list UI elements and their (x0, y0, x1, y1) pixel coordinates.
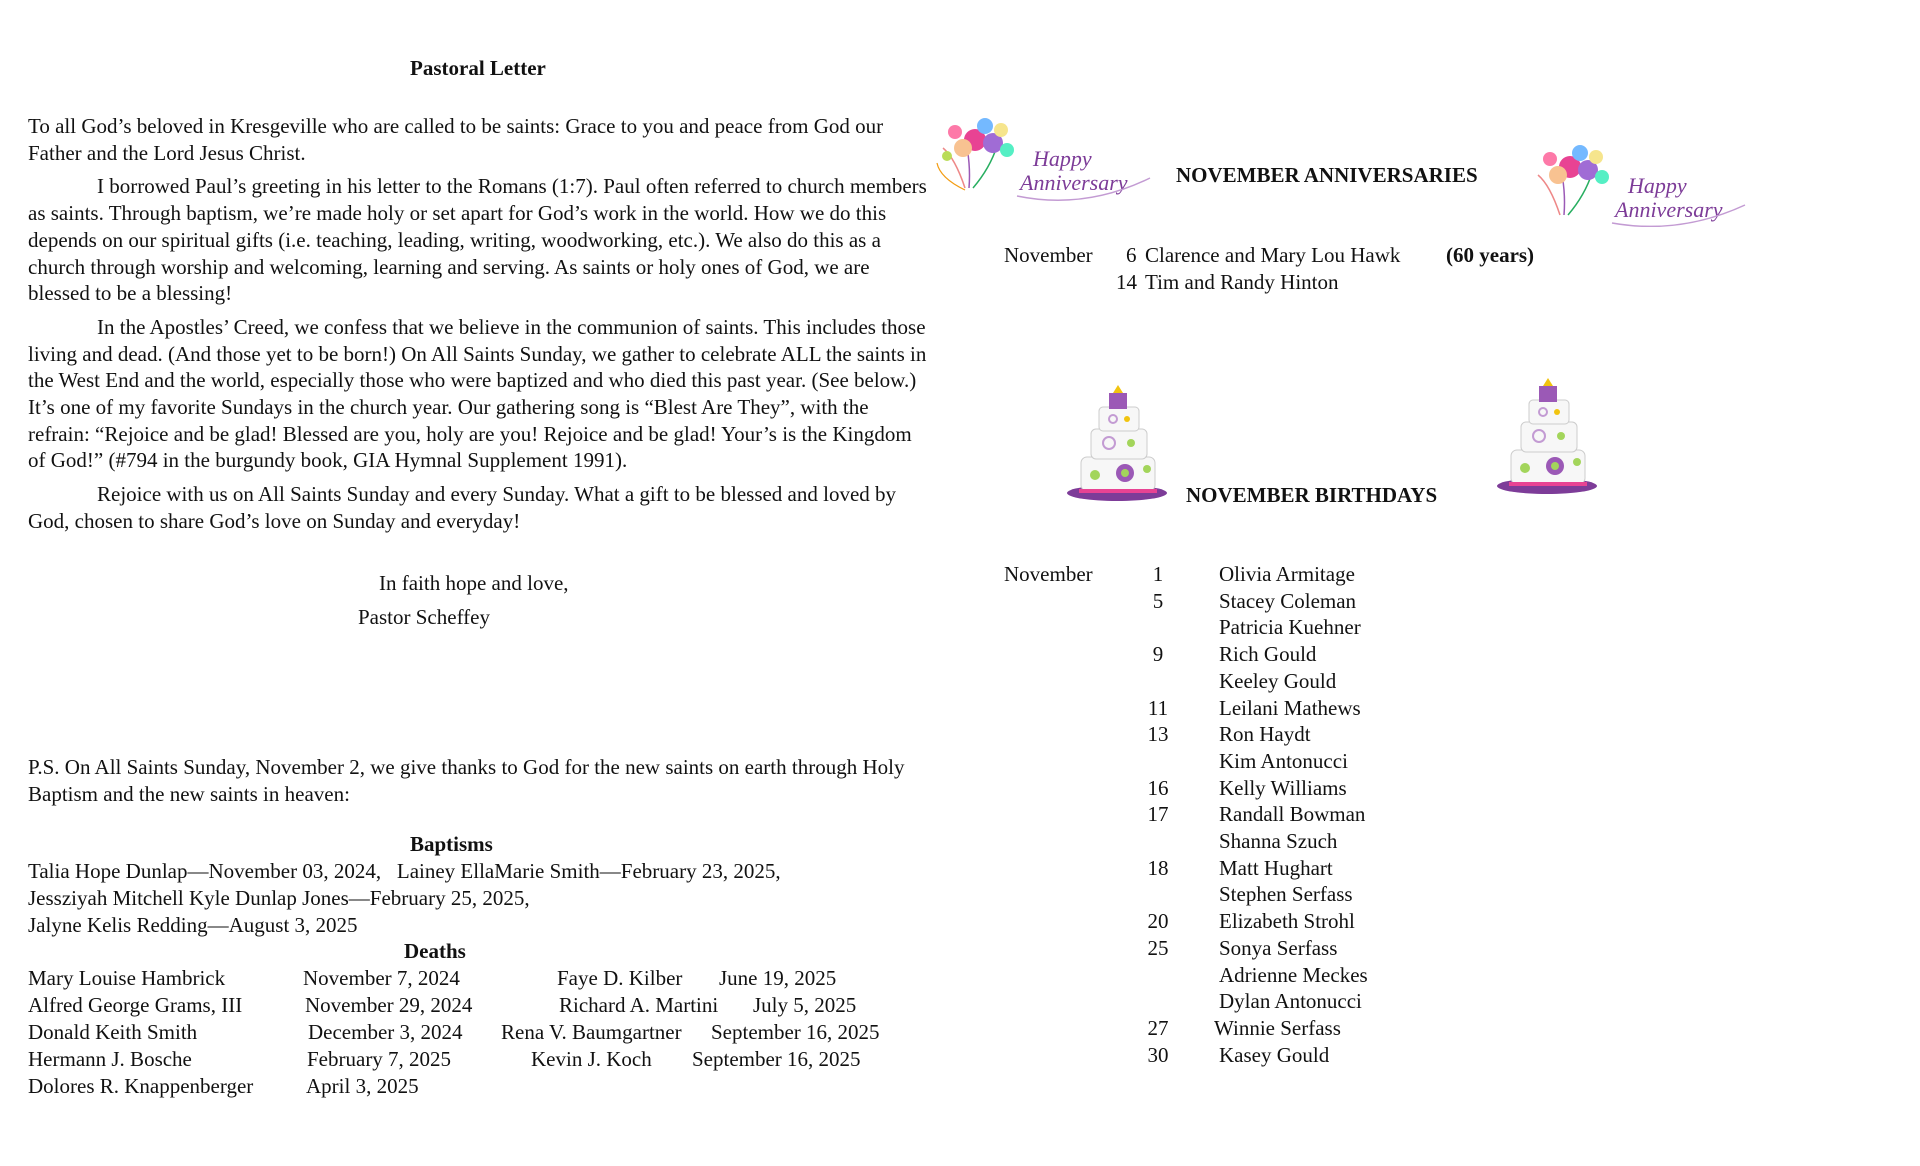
birthday-day: 9 (1152, 642, 1164, 667)
svg-text:Anniversary: Anniversary (1020, 170, 1128, 195)
svg-text:Happy: Happy (1033, 146, 1092, 171)
letter-greeting: To all God’s beloved in Kresgeville who are called to be saints: Grace to you and peace from God our Father and the Lord Jesus Christ. (28, 114, 884, 165)
baptisms-line-2: Jessziyah Mitchell Kyle Dunlap Jones—February 25, 2025, (28, 886, 530, 910)
birthday-name: Winnie Serfass (1214, 1015, 1341, 1040)
birthdays-heading: NOVEMBER BIRTHDAYS (1186, 483, 1438, 507)
balloons-icon (935, 118, 1160, 210)
birthday-day: 17 (1147, 802, 1169, 827)
letter-body (28, 113, 928, 535)
birthday-name: Shanna Szuch (1219, 829, 1338, 853)
death-date: September 16, 2025 (692, 1047, 861, 1071)
anniversary-names: Tim and Randy Hinton (1145, 270, 1339, 294)
death-name: Donald Keith Smith (28, 1020, 198, 1044)
death-name: Alfred George Grams, III (28, 993, 243, 1017)
birthday-name: Rich Gould (1219, 642, 1317, 667)
death-name: Hermann J. Bosche (28, 1047, 192, 1071)
balloons-icon (1530, 135, 1755, 227)
baptisms-line-3: Jalyne Kelis Redding—August 3, 2025 (28, 913, 358, 937)
birthday-name: Dylan Antonucci (1219, 989, 1362, 1014)
death-date: November 7, 2024 (303, 966, 460, 990)
birthday-name: Elizabeth Strohl (1219, 909, 1355, 934)
death-date: February 7, 2025 (307, 1047, 452, 1071)
death-date: September 16, 2025 (711, 1020, 880, 1044)
death-name: Faye D. Kilber (557, 966, 683, 990)
letter-closing: In faith hope and love, (379, 571, 569, 595)
death-date: April 3, 2025 (306, 1074, 419, 1098)
birthday-day: 13 (1147, 722, 1169, 747)
letter-title: Pastoral Letter (410, 56, 546, 80)
death-date: November 29, 2024 (305, 993, 473, 1017)
letter-paragraph-2: In the Apostles’ Creed, we confess that we believe in the communion of saints. This includes those living and dead. (And those yet to be born!) On All Saints Sunday, we gather to celebrate ALL the saints in the West End and the world, especially those who were baptized and who died this past year. (See below.) It’s one of my favorite Sundays in the church year. Our gathering song is “Blest Are They”, with the refrain: “Rejoice and be glad! Blessed are you, holy are you! Rejoice and be glad! Your’s is the Kingdom of God!” (#794 in the burgundy book, GIA Hymnal Supplement 1991). (28, 314, 927, 473)
birthday-cake-icon (1065, 385, 1170, 505)
birthday-name: Kasey Gould (1219, 1042, 1330, 1067)
anniversary-day: 6 (1126, 243, 1137, 267)
birthday-day: 16 (1147, 775, 1169, 800)
birthday-month: November (1004, 562, 1093, 586)
birthday-day: 1 (1152, 562, 1164, 586)
birthday-name: Adrienne Meckes (1219, 962, 1368, 987)
svg-text:Anniversary: Anniversary (1615, 197, 1723, 222)
birthday-name: Stephen Serfass (1219, 882, 1353, 907)
anniversaries-heading: NOVEMBER ANNIVERSARIES (1176, 163, 1478, 187)
birthday-cake-icon (1495, 378, 1600, 498)
birthday-day: 30 (1147, 1042, 1169, 1067)
letter-paragraph-1: I borrowed Paul’s greeting in his letter to the Romans (1:7). Paul often referred to church members as saints. Through baptism, we’re made holy or set apart for God’s work in the world. How we do this depends on our spiritual gifts (i.e. teaching, leading, writing, woodworking, etc.). We also do this as a church through worship and welcoming, learning and serving. As saints or holy ones of God, we are blessed to be a blessing! (28, 174, 927, 306)
birthday-day: 20 (1147, 909, 1169, 934)
birthday-day: 11 (1147, 695, 1169, 720)
baptisms-heading: Baptisms (410, 832, 493, 856)
birthday-name: Sonya Serfass (1219, 935, 1338, 960)
birthday-day: 27 (1147, 1015, 1169, 1040)
anniversary-note: (60 years) (1446, 243, 1535, 267)
baptisms-line-1: Talia Hope Dunlap—November 03, 2024, Lainey EllaMarie Smith—February 23, 2025, (28, 859, 781, 883)
svg-text:Happy: Happy (1628, 173, 1687, 198)
happy-anniversary-image (935, 118, 1160, 210)
anniversary-day: 14 (1116, 270, 1137, 294)
birthday-day: 25 (1147, 935, 1169, 960)
birthday-day: 5 (1152, 588, 1164, 613)
death-date: July 5, 2025 (753, 993, 857, 1017)
birthday-name: Keeley Gould (1219, 668, 1337, 693)
birthday-name: Randall Bowman (1219, 802, 1366, 827)
birthday-name: Leilani Mathews (1219, 695, 1361, 720)
death-name: Dolores R. Knappenberger (28, 1074, 254, 1098)
death-date: December 3, 2024 (308, 1020, 463, 1044)
anniversary-names: Clarence and Mary Lou Hawk (1145, 243, 1401, 267)
death-date: June 19, 2025 (719, 966, 837, 990)
birthday-name: Stacey Coleman (1219, 588, 1357, 613)
letter-paragraph-3: Rejoice with us on All Saints Sunday and every Sunday. What a gift to be blessed and loved by God, chosen to share God’s love on Sunday and everyday! (28, 482, 897, 533)
birthday-name: Kelly Williams (1219, 775, 1347, 800)
birthday-name: Kim Antonucci (1219, 748, 1348, 773)
birthday-name: Ron Haydt (1219, 722, 1311, 747)
letter-signature: Pastor Scheffey (358, 605, 490, 629)
death-name: Rena V. Baumgartner (501, 1020, 682, 1044)
death-name: Mary Louise Hambrick (28, 966, 226, 990)
birthday-name: Olivia Armitage (1219, 562, 1355, 586)
birthday-name: Matt Hughart (1219, 855, 1333, 880)
birthday-day: 18 (1147, 855, 1169, 880)
birthday-name: Patricia Kuehner (1219, 615, 1361, 640)
anniversary-month: November (1004, 243, 1093, 267)
death-name: Richard A. Martini (559, 993, 719, 1017)
letter-postscript: P.S. On All Saints Sunday, November 2, we give thanks to God for the new saints on earth through Holy Baptism and the new saints in heaven: (28, 755, 905, 806)
deaths-heading: Deaths (404, 939, 466, 963)
happy-anniversary-image (1530, 135, 1755, 227)
death-name: Kevin J. Koch (531, 1047, 652, 1071)
